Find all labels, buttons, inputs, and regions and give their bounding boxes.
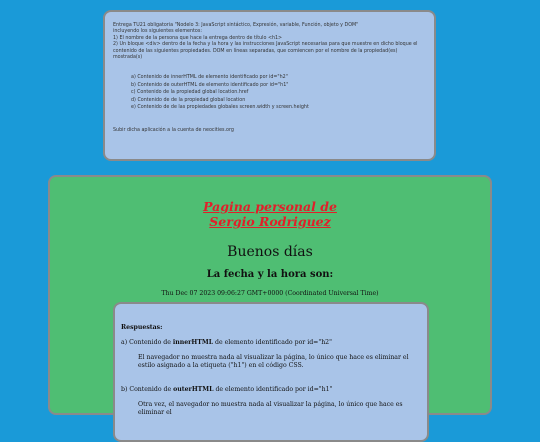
answer-a-suffix: de elemento identificado por id="h2" <box>213 339 332 346</box>
task-item-list <box>131 75 426 111</box>
task-item: c) Contenido de la propiedad global location.href <box>131 90 249 96</box>
page-title <box>50 199 490 229</box>
greeting-heading: Buenos días <box>227 244 313 260</box>
task-item: e) Contenido de de las propiedades globales screen.width y screen.height <box>131 105 309 111</box>
date-time-value: Thu Dec 07 2023 09:06:27 GMT+0000 (Coordinated Universal Time) <box>161 290 379 297</box>
task-intro-line: incluyendo los siguientes elementos: <box>113 29 202 35</box>
task-footer: Subir dicha aplicación a la cuenta de neocities.org <box>113 127 234 133</box>
answers-panel <box>113 302 429 442</box>
answer-question-b <box>121 386 419 394</box>
task-item: b) Contenido de outerHTML de elemento identificado por id="h1" <box>131 82 289 88</box>
task-intro-line: contenido de las siguientes propiedades. DOM en líneas separadas, que comiencen por el nombre de la propiedad(es) mostrada(s) <box>113 48 398 61</box>
task-item: d) Contenido de de la propiedad global location <box>131 97 246 103</box>
page-title-line1: Pagina personal de <box>203 199 337 214</box>
task-intro-line: 2) Un bloque <div> dentro de la fecha y la hora y las instrucciones JavaScript necesarias para que muestre en dicho bloque el <box>113 42 418 48</box>
personal-page-panel <box>48 175 492 415</box>
page-title-line2: Sergio Rodriguez <box>209 214 331 229</box>
answer-question-a <box>121 339 419 347</box>
answer-text-b: Otra vez, el navegador no muestra nada al visualizar la página, lo único que hace es eliminar el <box>138 401 403 416</box>
answer-b-prefix: b) Contenido de <box>121 386 174 393</box>
answer-b-suffix: de elemento identificado por id="h1" <box>213 386 333 393</box>
answer-a-property: innerHTML <box>172 339 214 346</box>
answer-b-property: outerHTML <box>173 386 214 393</box>
task-intro-line: 1) El nombre de la persona que hace la entrega dentro de título <h1> <box>113 35 283 41</box>
task-item: a) Contenido de innerHTML de elemento identificado por id="h2" <box>131 75 288 81</box>
task-intro-line: Entrega TU21 obligatoria "Nodelo 3: JavaScript sintáctico, Expresión, variable, Función, objeto y DOM" <box>113 23 359 28</box>
task-instructions-panel <box>103 10 436 161</box>
answer-a-prefix: a) Contenido de <box>121 339 173 346</box>
answer-text-a: El navegador no muestra nada al visualizar la página, lo único que hace es eliminar el estilo asignado a la etiqueta ("h1") en el código CSS. <box>138 354 409 369</box>
date-heading: La fecha y la hora son: <box>206 269 334 280</box>
answers-title: Respuestas: <box>121 324 163 331</box>
